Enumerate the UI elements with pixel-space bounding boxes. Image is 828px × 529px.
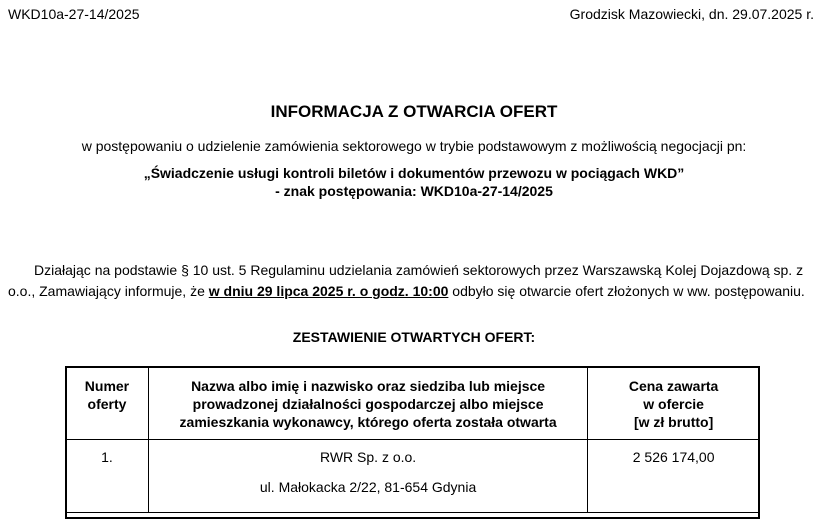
offer-price: 2 526 174,00 <box>588 440 760 513</box>
subject-name: „Świadczenie usługi kontroli biletów i dokumentów przewozu w pociągach WKD” <box>143 165 685 181</box>
table-row <box>66 440 760 513</box>
offer-number: 1. <box>66 440 149 513</box>
place-and-date: Grodzisk Mazowiecki, dn. 29.07.2025 r. <box>569 6 814 22</box>
header-price: Cena zawarta w ofercie [w zł brutto] <box>588 367 760 440</box>
opening-paragraph <box>8 260 820 302</box>
contractor-cell <box>148 440 587 513</box>
opening-date-highlight: w dniu 29 lipca 2025 r. o godz. 10:00 <box>208 283 449 299</box>
contractor-address: ul. Małokacka 2/22, 81-654 Gdynia <box>259 479 477 495</box>
header-contractor: Nazwa albo imię i nazwisko oraz siedziba lub miejsce prowadzonej działalności gospodarczej albo miejsce zamieszkania wykonawcy, którego oferta została otwarta <box>148 367 587 440</box>
header-offer-number: Numer oferty <box>66 367 149 440</box>
intro-line: w postępowaniu o udzielenie zamówienia sektorowego w trybie podstawowym z możliwością negocjacji pn: <box>81 138 747 154</box>
document-title: INFORMACJA Z OTWARCIA OFERT <box>270 102 558 121</box>
paragraph-part2: odbyło się otwarcie ofert złożonych w ww. postępowaniu. <box>448 283 805 299</box>
table-header-row <box>66 367 760 440</box>
procurement-subject <box>0 164 828 200</box>
subject-sign: - znak postępowania: WKD10a-27-14/2025 <box>275 183 553 199</box>
document-reference: WKD10a-27-14/2025 <box>8 6 140 22</box>
offers-table <box>65 366 760 513</box>
section-title: ZESTAWIENIE OTWARTYCH OFERT: <box>292 329 536 345</box>
contractor-name: RWR Sp. z o.o. <box>319 449 417 465</box>
paragraph-part1: Działając na podstawie § 10 ust. 5 Regulaminu udzielania zamówień sektorowych przez Warszawską Kolej Dojazdową sp. z o.o., Zamawiający informuje, że <box>8 262 804 299</box>
